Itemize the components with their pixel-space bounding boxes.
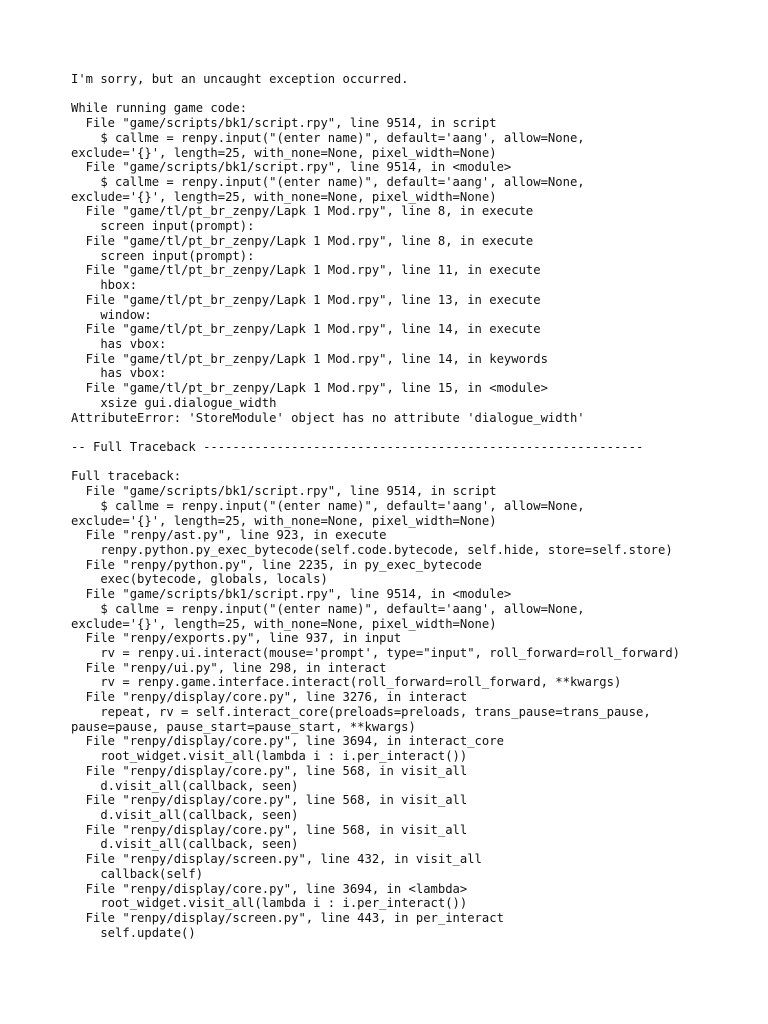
traceback-line: exec(bytecode, globals, locals) [71, 572, 328, 587]
traceback-line: rv = renpy.game.interface.interact(roll_forward=roll_forward, **kwargs) [71, 675, 622, 690]
traceback-line: renpy.python.py_exec_bytecode(self.code.bytecode, self.hide, store=self.store) [71, 543, 673, 557]
traceback-line: I'm sorry, but an uncaught exception occurred. [71, 72, 409, 86]
traceback-line: callback(self) [71, 866, 204, 881]
traceback-line: $ callme = renpy.input("(enter name)", default='aang', allow=None, [71, 601, 585, 616]
traceback-line: window: [71, 307, 152, 322]
traceback-line: $ callme = renpy.input("(enter name)", default='aang', allow=None, [71, 175, 585, 190]
traceback-line: exclude='{}', length=25, with_none=None, pixel_width=None) [71, 513, 497, 528]
traceback-line: Full traceback: [71, 469, 182, 484]
traceback-line: While running game code: [71, 101, 248, 116]
traceback-line: self.update() [71, 925, 196, 940]
traceback-line: $ callme = renpy.input("(enter name)", default='aang', allow=None, [71, 130, 585, 145]
traceback-line: screen input(prompt): [71, 219, 255, 234]
blank-line [71, 87, 761, 102]
traceback-line: File "game/tl/pt_br_zenpy/Lapk 1 Mod.rpy", line 8, in execute [71, 204, 534, 219]
traceback-line: File "renpy/display/core.py", line 568, in visit_all [71, 763, 468, 778]
traceback-line: d.visit_all(callback, seen) [71, 807, 299, 822]
traceback-line: pause=pause, pause_start=pause_start, **kwargs) [71, 719, 416, 734]
traceback-line: d.visit_all(callback, seen) [71, 837, 299, 852]
traceback-line: hbox: [71, 278, 138, 293]
traceback-line: File "renpy/ast.py", line 923, in execute [71, 528, 387, 543]
blank-line [71, 455, 761, 470]
traceback-line: File "game/scripts/bk1/script.rpy", line 9514, in script [71, 116, 497, 131]
traceback-line: File "game/scripts/bk1/script.rpy", line 9514, in <module> [71, 587, 512, 602]
traceback-line: $ callme = renpy.input("(enter name)", default='aang', allow=None, [71, 498, 585, 513]
traceback-line: -- Full Traceback ------------------------------------------------------------ [71, 439, 644, 454]
traceback-line: d.visit_all(callback, seen) [71, 778, 299, 793]
traceback-line: File "game/tl/pt_br_zenpy/Lapk 1 Mod.rpy", line 14, in keywords [71, 351, 548, 366]
traceback-line: File "renpy/display/core.py", line 568, in visit_all [71, 793, 468, 808]
traceback-line: root_widget.visit_all(lambda i : i.per_interact()) [71, 749, 468, 764]
traceback-line: screen input(prompt): [71, 248, 255, 263]
traceback-line: File "game/tl/pt_br_zenpy/Lapk 1 Mod.rpy", line 14, in execute [71, 322, 541, 337]
traceback-line: File "game/tl/pt_br_zenpy/Lapk 1 Mod.rpy", line 15, in <module> [71, 381, 548, 396]
traceback-line: File "game/scripts/bk1/script.rpy", line 9514, in <module> [71, 160, 512, 175]
traceback-line: File "renpy/display/core.py", line 3694, in <lambda> [71, 881, 468, 896]
traceback-line: has vbox: [71, 336, 167, 351]
traceback-line: File "game/tl/pt_br_zenpy/Lapk 1 Mod.rpy", line 8, in execute [71, 233, 534, 248]
blank-line [71, 425, 761, 440]
traceback-line: File "renpy/display/core.py", line 568, in visit_all [71, 822, 468, 837]
traceback-line: File "renpy/python.py", line 2235, in py_exec_bytecode [71, 557, 482, 572]
traceback-line: File "game/tl/pt_br_zenpy/Lapk 1 Mod.rpy", line 13, in execute [71, 292, 541, 307]
traceback-line: rv = renpy.ui.interact(mouse='prompt', type="input", roll_forward=roll_forward) [71, 646, 681, 661]
traceback-line: File "renpy/display/core.py", line 3694, in interact_core [71, 734, 504, 749]
traceback-line: AttributeError: 'StoreModule' object has no attribute 'dialogue_width' [71, 410, 585, 425]
traceback-line: has vbox: [71, 366, 167, 381]
traceback-line: File "renpy/display/screen.py", line 432, in visit_all [71, 852, 482, 867]
traceback-line: exclude='{}', length=25, with_none=None, pixel_width=None) [71, 189, 497, 204]
traceback-line: exclude='{}', length=25, with_none=None, pixel_width=None) [71, 616, 497, 631]
traceback-line: File "renpy/display/core.py", line 3276, in interact [71, 690, 468, 705]
traceback-document [71, 72, 761, 940]
traceback-line: File "renpy/ui.py", line 298, in interact [71, 660, 387, 675]
traceback-line: exclude='{}', length=25, with_none=None, pixel_width=None) [71, 145, 497, 160]
traceback-line: File "renpy/exports.py", line 937, in input [71, 631, 402, 646]
traceback-line: root_widget.visit_all(lambda i : i.per_interact()) [71, 896, 468, 911]
traceback-line: File "game/scripts/bk1/script.rpy", line 9514, in script [71, 484, 497, 499]
traceback-line: File "game/tl/pt_br_zenpy/Lapk 1 Mod.rpy", line 11, in execute [71, 263, 541, 278]
traceback-line: repeat, rv = self.interact_core(preloads=preloads, trans_pause=trans_pause, [71, 704, 651, 719]
traceback-line: xsize gui.dialogue_width [71, 395, 277, 410]
traceback-line: File "renpy/display/screen.py", line 443, in per_interact [71, 910, 504, 925]
